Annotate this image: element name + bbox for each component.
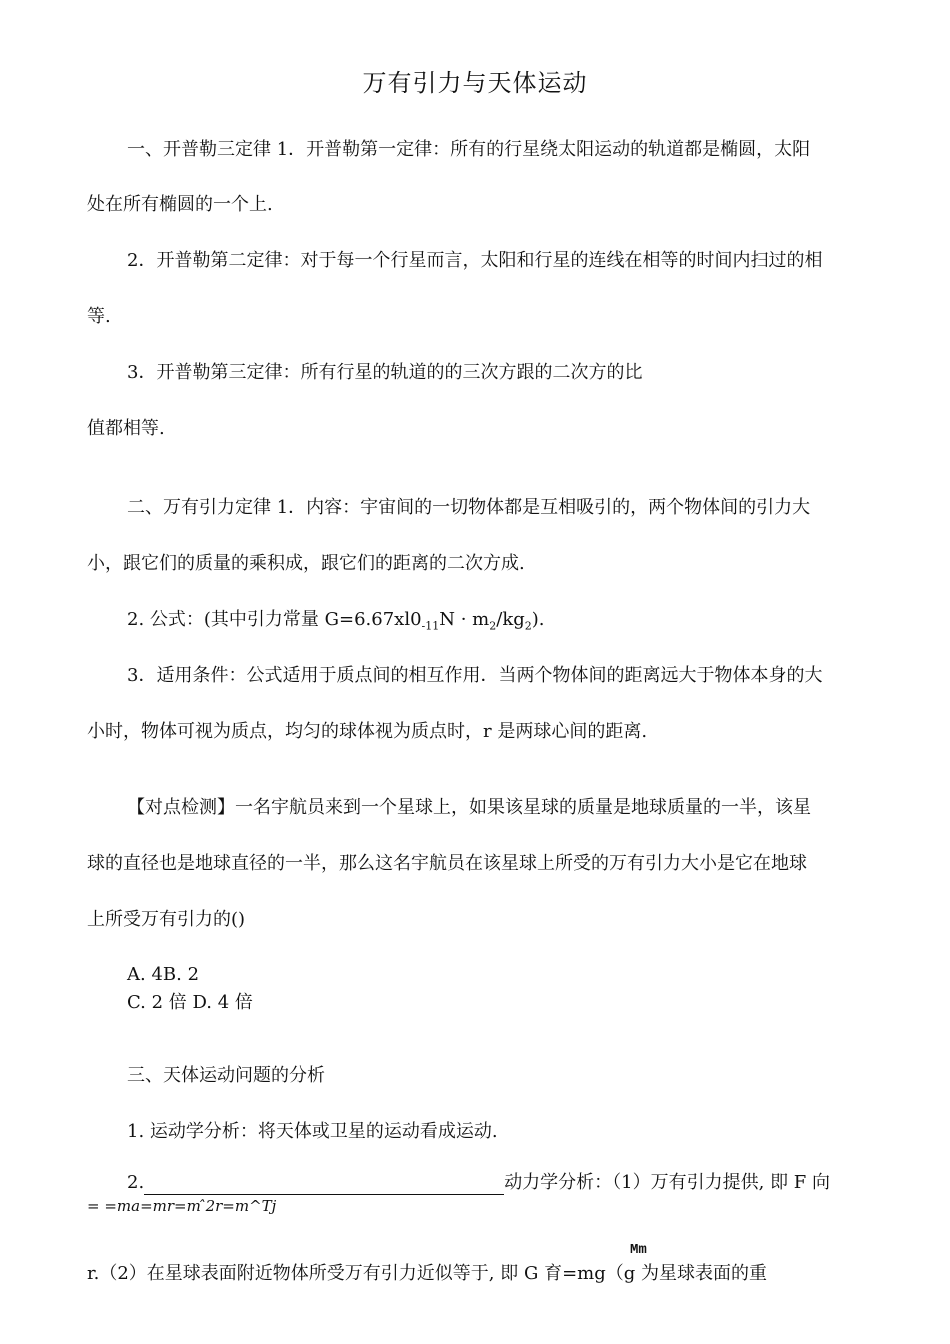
- formula-kg-exponent: 2: [524, 619, 532, 633]
- check-question-line2: 球的直径也是地球直径的一半，那么这名宇航员在该星球上所受的万有引力大小是它在地球: [87, 853, 807, 874]
- mm-fraction-numerator: Mm: [630, 1242, 647, 1258]
- kepler-first-law-line1: 一、开普勒三定律 1．开普勒第一定律：所有的行星绕太阳运动的轨道都是椭圆，太阳: [127, 139, 811, 160]
- surface-gravity-line: r.（2）在星球表面附近物体所受万有引力近似等于, 即 G 育=mg（g 为星球表面的重: [87, 1263, 767, 1284]
- applicable-conditions-line1: 3．适用条件：公式适用于质点间的相互作用．当两个物体间的距离远大于物体本身的大: [127, 665, 823, 686]
- formula-kg: /kg: [496, 609, 525, 630]
- dynamics-analysis-line: [127, 1171, 830, 1195]
- section3-heading: 三、天体运动问题的分析: [127, 1065, 325, 1086]
- check-options-cd: C. 2 倍 D. 4 倍: [127, 992, 253, 1013]
- gravitation-law-line1: 二、万有引力定律 1．内容：宇宙间的一切物体都是互相吸引的，两个物体间的引力大: [127, 497, 811, 518]
- kepler-third-law-line1: 3．开普勒第三定律：所有行星的轨道的的三次方跟的二次方的比: [127, 362, 643, 383]
- kepler-first-law-line2: 处在所有椭圆的一个上.: [87, 194, 273, 215]
- gravitation-formula-line: [127, 608, 545, 639]
- gravitation-law-line2: 小，跟它们的质量的乘积成，跟它们的距离的二次方成.: [87, 553, 525, 574]
- formula-unit: N · m: [439, 609, 490, 630]
- kepler-second-law-line1: 2．开普勒第二定律：对于每一个行星而言，太阳和行星的连线在相等的时间内扫过的相: [127, 250, 823, 271]
- item2-text: 动力学分析：（1）万有引力提供, 即 F 向: [504, 1172, 831, 1193]
- item2-number: 2.: [127, 1172, 145, 1193]
- kinematics-analysis: 1. 运动学分析：将天体或卫星的运动看成运动.: [127, 1121, 498, 1142]
- formula-exponent: -11: [421, 619, 440, 633]
- kepler-second-law-line2: 等.: [87, 306, 111, 327]
- formula-suffix: ).: [531, 609, 545, 630]
- centripetal-formula: = =ma=mr=m ̂2r=m^Tj: [87, 1197, 277, 1215]
- kepler-third-law-line2: 值都相等.: [87, 418, 165, 439]
- fill-in-blank: [144, 1176, 504, 1195]
- formula-m-exponent: 2: [489, 619, 497, 633]
- check-question-line3: 上所受万有引力的(): [87, 909, 246, 930]
- applicable-conditions-line2: 小时，物体可视为质点，均匀的球体视为质点时，r 是两球心间的距离.: [87, 721, 648, 742]
- formula-prefix: 2. 公式：(其中引力常量 G=6.67xl0: [127, 609, 422, 630]
- page-title: 万有引力与天体运动: [362, 69, 588, 97]
- check-options-ab: A. 4B. 2: [127, 964, 200, 985]
- check-question-line1: 【对点检测】一名宇航员来到一个星球上，如果该星球的质量是地球质量的一半，该星: [127, 797, 811, 818]
